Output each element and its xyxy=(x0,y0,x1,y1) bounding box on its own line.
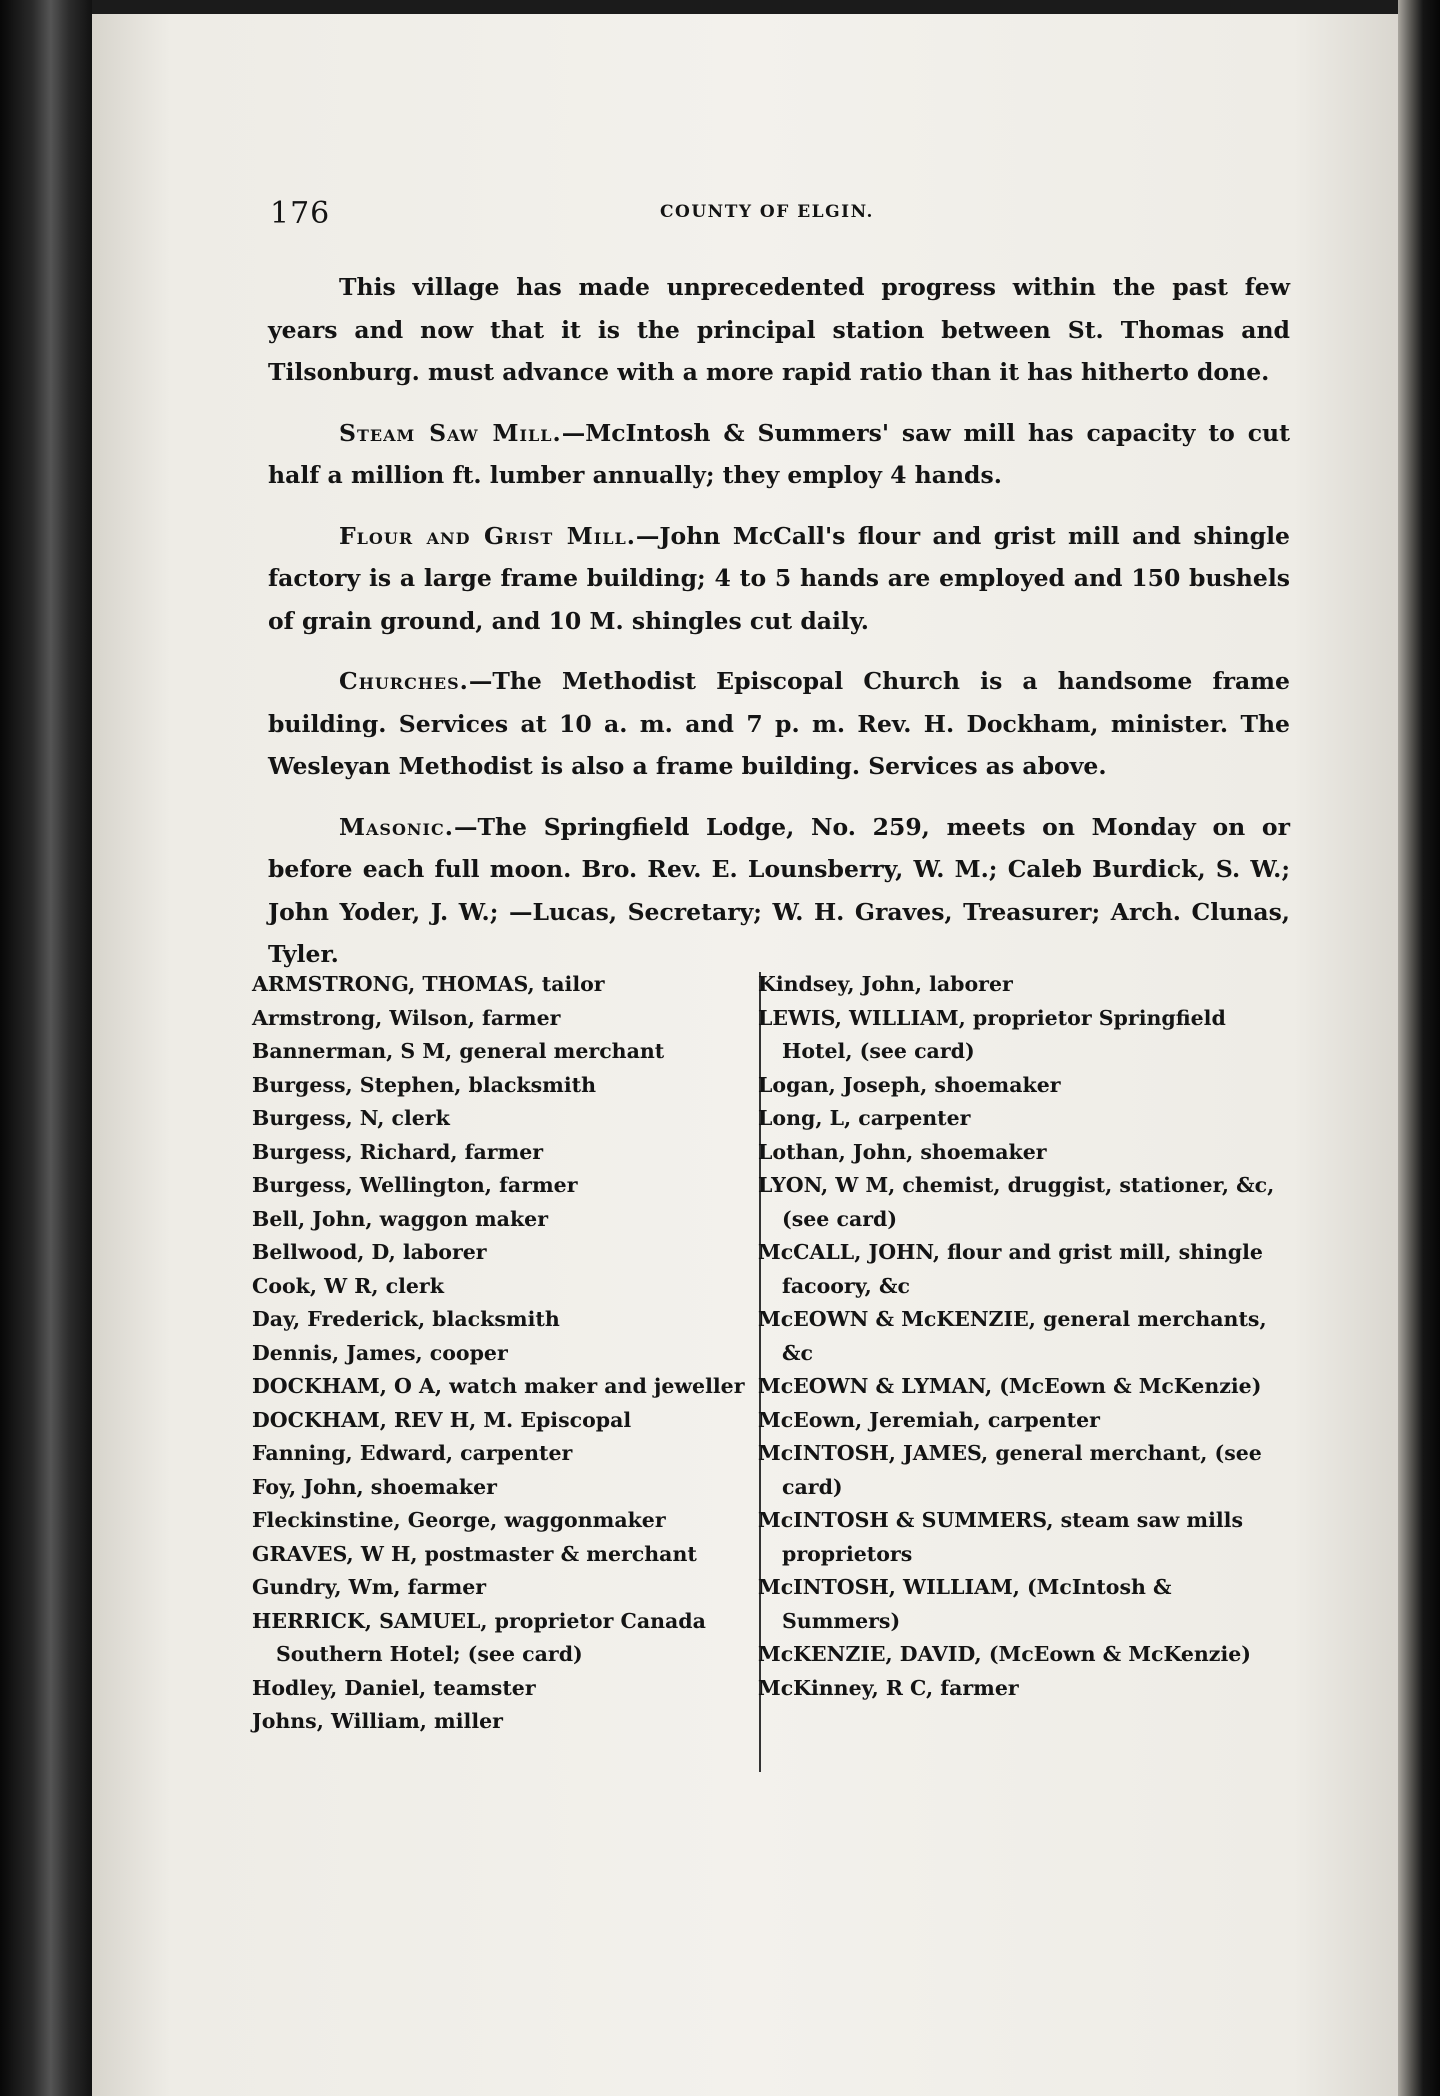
directory-entry: Lothan, John, shoemaker xyxy=(758,1139,1047,1164)
directory-entry: LEWIS, WILLIAM, proprietor Springfield Hotel, (see card) xyxy=(758,1005,1226,1063)
directory-entry: LYON, W M, chemist, druggist, stationer, &c, (see card) xyxy=(758,1173,1275,1231)
directory-entry: McCALL, JOHN, flour and grist mill, shingle facoory, &c xyxy=(758,1240,1263,1298)
flour-mill-heading: Flour and Grist Mill. xyxy=(339,521,636,550)
directory-entry: McEOWN & LYMAN, (McEown & McKenzie) xyxy=(758,1374,1262,1398)
directory-entry: McINTOSH & SUMMERS, steam saw mills proprietors xyxy=(758,1508,1244,1566)
directory-entry: Logan, Joseph, shoemaker xyxy=(758,1072,1061,1097)
directory-entry: Fanning, Edward, carpenter xyxy=(252,1441,573,1465)
directory-entry: Gundry, Wm, farmer xyxy=(252,1575,487,1599)
directory-entry: Day, Frederick, blacksmith xyxy=(252,1307,560,1331)
body-text xyxy=(268,266,1290,994)
masonic-paragraph xyxy=(268,806,1290,976)
directory-right-column xyxy=(758,968,1283,1705)
steam-saw-mill-text: —McIntosh & Summers' saw mill has capacity to cut half a million ft. lumber annually; they employ 4 hands. xyxy=(268,418,1291,489)
directory-entry: Cook, W R, clerk xyxy=(252,1273,444,1298)
directory-entry: Hodley, Daniel, teamster xyxy=(252,1675,536,1700)
book-spine-shadow xyxy=(0,0,92,2096)
directory-entry: Bell, John, waggon maker xyxy=(252,1206,549,1231)
directory-entry: McKENZIE, DAVID, (McEown & McKenzie) xyxy=(758,1642,1251,1666)
directory-entry: Burgess, Wellington, farmer xyxy=(252,1173,578,1197)
directory-entry: HERRICK, SAMUEL, proprietor Canada Southern Hotel; (see card) xyxy=(252,1608,706,1666)
directory-entry: Fleckinstine, George, waggonmaker xyxy=(252,1508,666,1532)
directory-entry: Kindsey, John, laborer xyxy=(758,972,1013,996)
directory-entry: Armstrong, Wilson, farmer xyxy=(252,1005,561,1030)
flour-mill-text: —John McCall's flour and grist mill and shingle factory is a large frame building; 4 to 5 hands are employed and 150 bushels of grain ground, and 10 M. shingles cut daily. xyxy=(268,521,1290,635)
directory-left-column xyxy=(252,968,747,1739)
directory-entry: Burgess, N, clerk xyxy=(252,1106,450,1130)
masonic-heading: Masonic. xyxy=(339,812,454,841)
churches-heading: Churches. xyxy=(339,667,469,695)
directory-entry: Bannerman, S M, general merchant xyxy=(252,1039,665,1063)
flour-mill-paragraph xyxy=(268,515,1290,643)
churches-text: —The Methodist Episcopal Church is a handsome frame building. Services at 10 a. m. and 7 p. m. Rev. H. Dockham, minister. The Wesleyan Methodist is also a frame building. Services as above. xyxy=(268,667,1290,780)
directory-entry: McEown, Jeremiah, carpenter xyxy=(758,1407,1100,1432)
intro-paragraph: This village has made unprecedented progress within the past few years and now that it is the principal station between St. Thomas and Tilsonburg. must advance with a more rapid ratio than it has hitherto done. xyxy=(268,273,1290,386)
directory-entry: McINTOSH, WILLIAM, (McIntosh & Summers) xyxy=(758,1575,1172,1633)
directory-entry: Dennis, James, cooper xyxy=(252,1340,508,1365)
directory-entry: GRAVES, W H, postmaster & merchant xyxy=(252,1541,697,1566)
directory-entry: ARMSTRONG, THOMAS, tailor xyxy=(252,972,605,996)
page-number: 176 xyxy=(270,196,331,231)
steam-saw-mill-paragraph xyxy=(268,412,1290,497)
directory-entry: Burgess, Richard, farmer xyxy=(252,1139,544,1164)
directory-entry: McINTOSH, JAMES, general merchant, (see card) xyxy=(758,1441,1262,1499)
steam-saw-mill-heading: Steam Saw Mill. xyxy=(339,418,562,447)
directory-entry: DOCKHAM, O A, watch maker and jeweller xyxy=(252,1374,745,1398)
directory-entry: McKinney, R C, farmer xyxy=(758,1675,1019,1700)
scan-top-edge xyxy=(0,0,1440,14)
directory-entry: Long, L, carpenter xyxy=(758,1106,971,1130)
directory-entry: Burgess, Stephen, blacksmith xyxy=(252,1072,597,1097)
directory-entry: McEOWN & McKENZIE, general merchants, &c xyxy=(758,1307,1267,1365)
directory-entry: DOCKHAM, REV H, M. Episcopal xyxy=(252,1407,632,1432)
directory-entry: Johns, William, miller xyxy=(252,1709,503,1733)
directory-entry: Bellwood, D, laborer xyxy=(252,1240,487,1264)
directory-entry: Foy, John, shoemaker xyxy=(252,1474,497,1499)
running-head: COUNTY OF ELGIN. xyxy=(660,202,874,222)
masonic-text: —The Springfield Lodge, No. 259, meets on Monday on or before each full moon. Bro. Rev. E. Lounsberry, W. M.; Caleb Burdick, S. W.; John Yoder, J. W.; —Lucas, Secretary; W. H. Graves, Treasurer; Arch. Clunas, Tyler. xyxy=(268,812,1290,968)
churches-paragraph xyxy=(268,660,1290,788)
page-right-edge xyxy=(1398,0,1440,2096)
